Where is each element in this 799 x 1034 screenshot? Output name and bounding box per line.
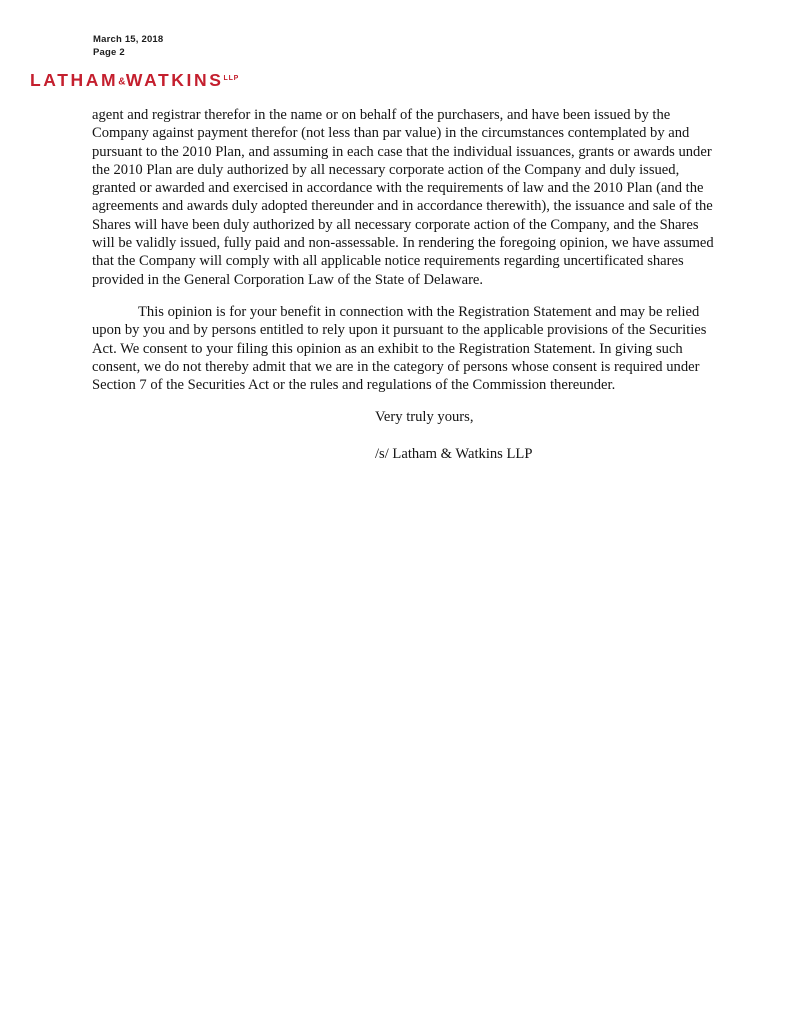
- logo-name-watkins: WATKINS: [125, 70, 224, 90]
- opinion-paragraph-1: agent and registrar therefor in the name or on behalf of the purchasers, and have been issued by the Company against payment therefor (not less than par value) in the circumstances contemplated by and pursuant to the 2010 Plan, and assuming in each case that the individual issuances, grants or awards under the 2010 Plan are duly authorized by all necessary corporate action of the Company and duly issued, granted or awarded and exercised in accordance with the requirements of law and the 2010 Plan (and the agreements and awards duly adopted thereunder and in accordance therewith), the issuance and sale of the Shares will have been duly authorized by all necessary corporate action of the Company, and the Shares will be validly issued, fully paid and non-assessable. In rendering the foregoing opinion, we have assumed that the Company will comply with all applicable notice requirements regarding uncertificated shares provided in the General Corporation Law of the State of Delaware.: [92, 107, 714, 288]
- latham-watkins-logo: [30, 70, 239, 91]
- valediction: Very truly yours,: [375, 409, 474, 426]
- header-date: March 15, 2018: [93, 34, 164, 45]
- closing-block: [375, 408, 716, 463]
- header-page-number: Page 2: [93, 46, 125, 58]
- letter-body: [92, 106, 716, 463]
- logo-ampersand: &: [118, 76, 126, 88]
- page-header-meta: [93, 34, 163, 59]
- signature-line: /s/ Latham & Watkins LLP: [375, 445, 533, 462]
- logo-name-latham: LATHAM: [30, 70, 119, 90]
- opinion-paragraph-2: This opinion is for your benefit in connection with the Registration Statement and may be relied upon by you and by persons entitled to rely upon it pursuant to the applicable provisions of the Securities Act. We consent to your filing this opinion as an exhibit to the Registration Statement. In giving such consent, we do not thereby admit that we are in the category of persons whose consent is required under Section 7 of the Securities Act or the rules and regulations of the Commission thereunder.: [92, 303, 707, 394]
- logo-llp-suffix: LLP: [223, 75, 240, 82]
